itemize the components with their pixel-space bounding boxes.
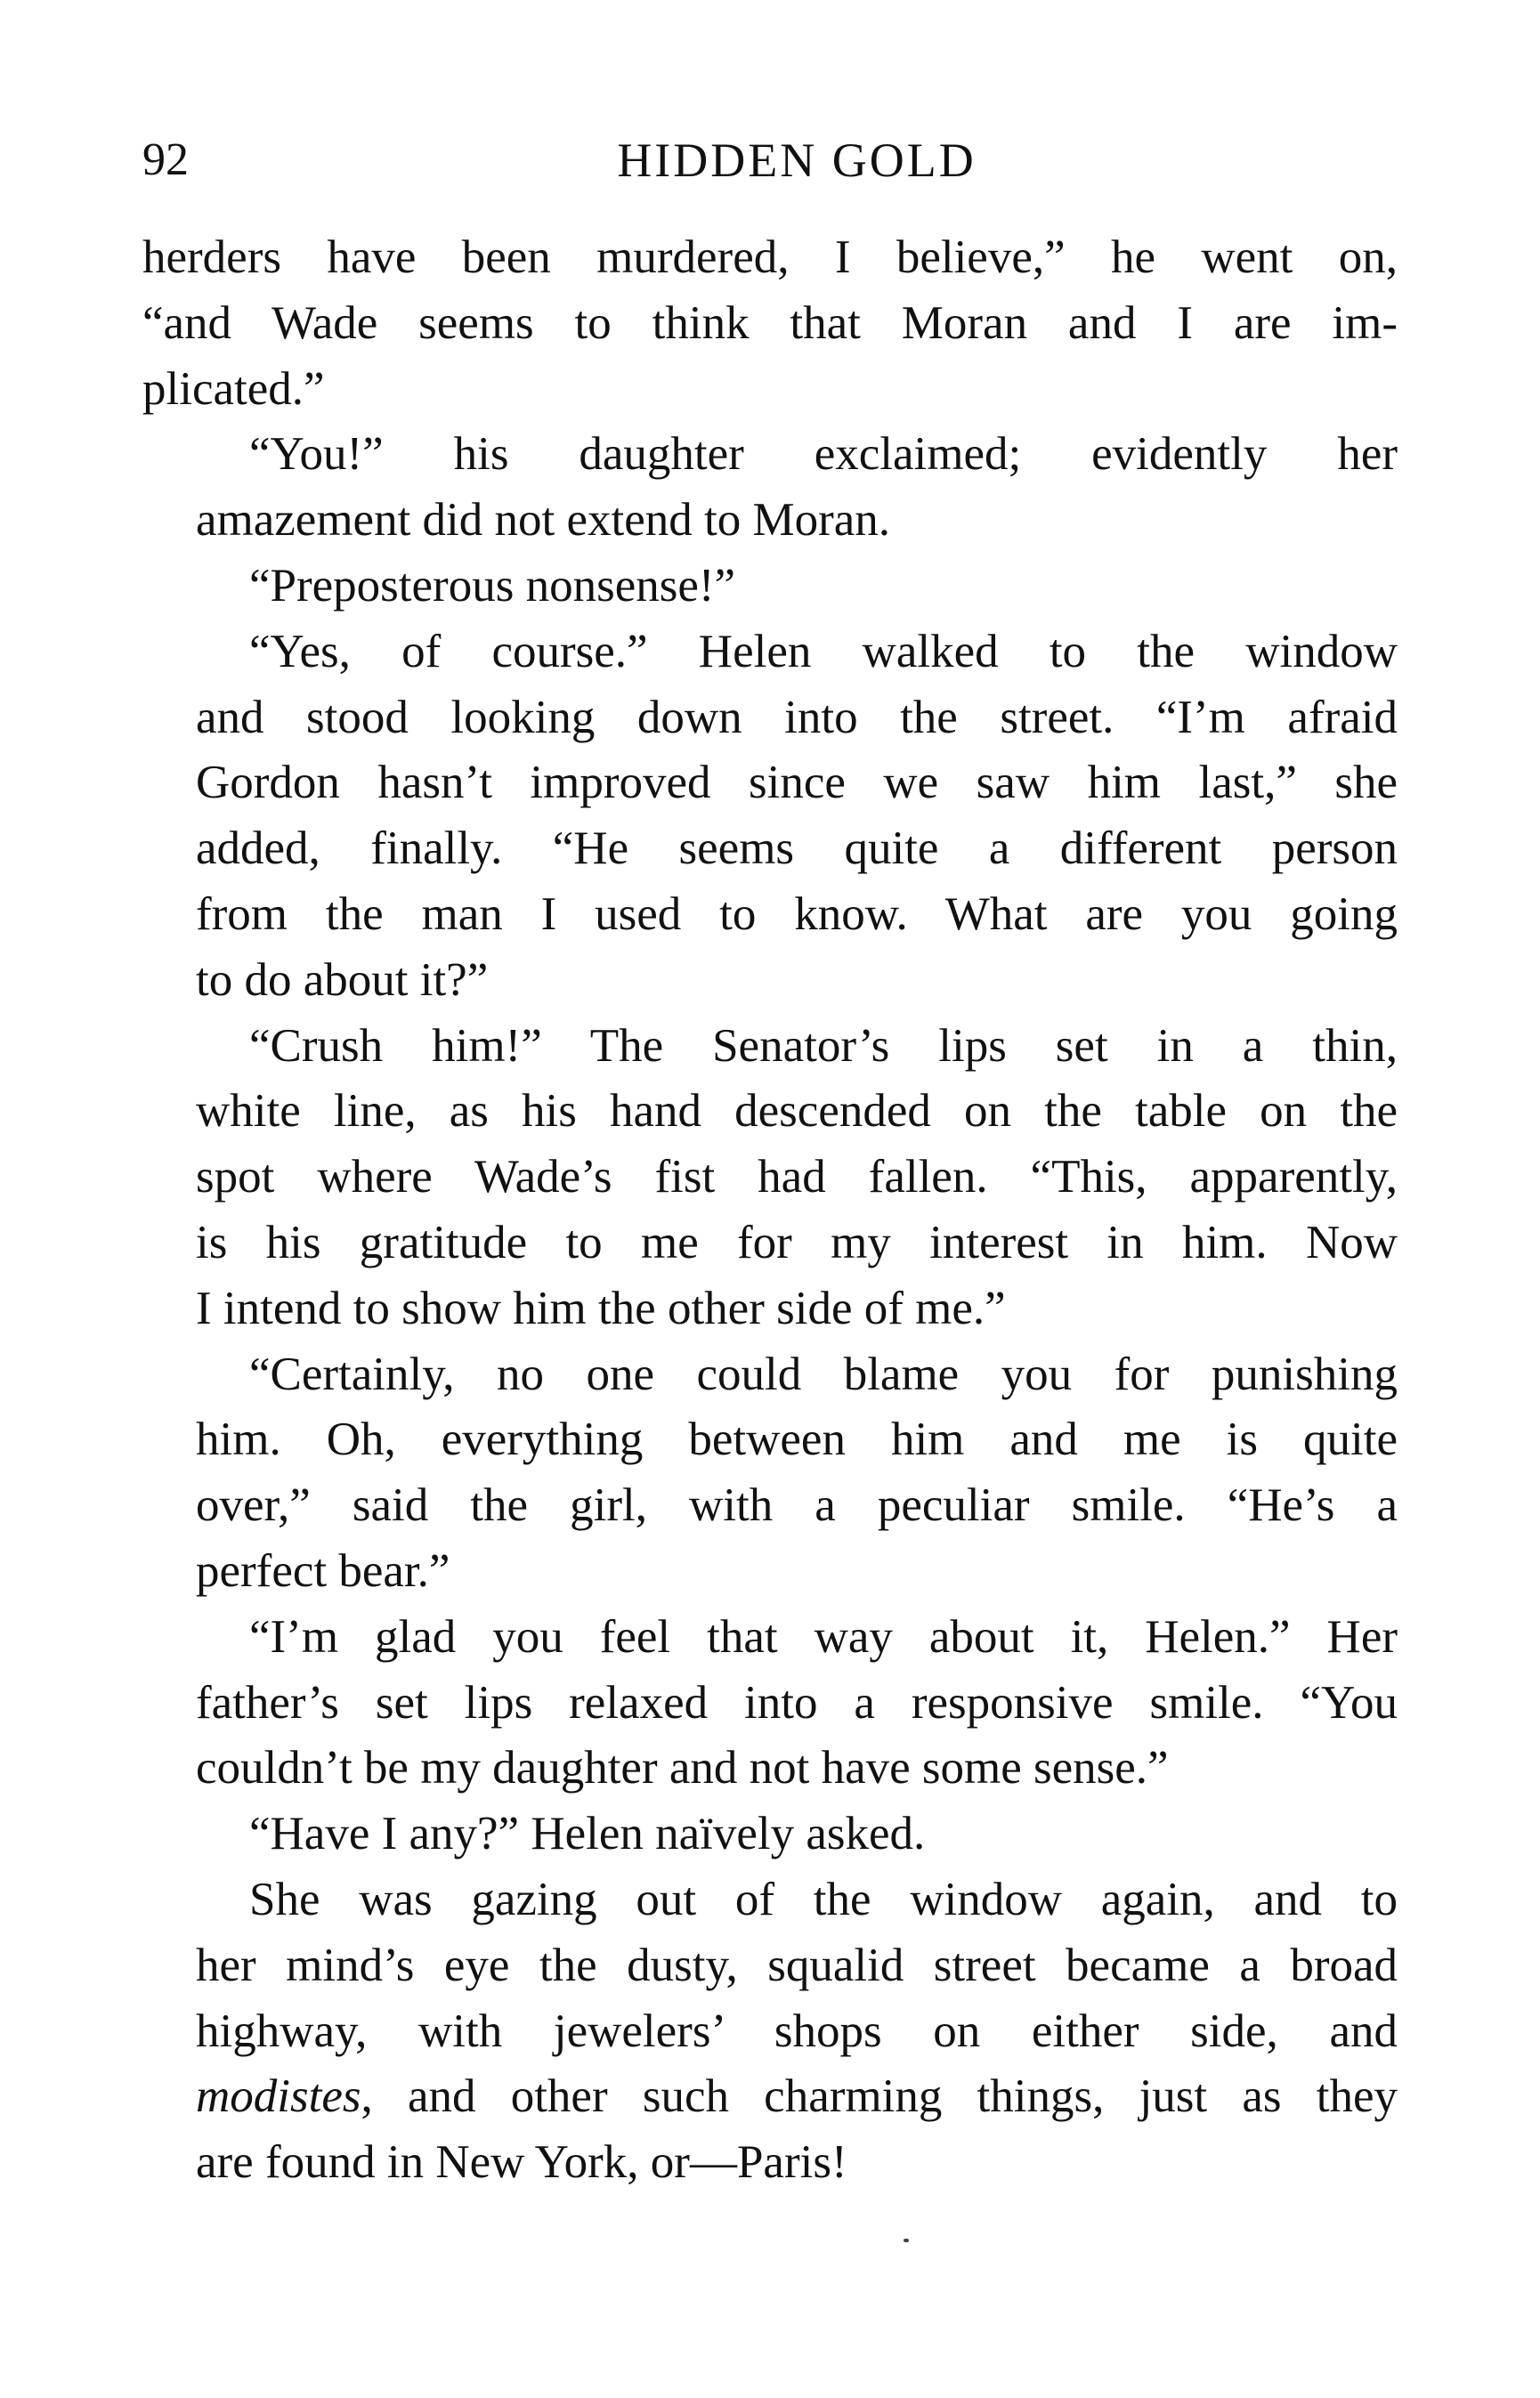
text-line: from the man I used to know. What are you going [196,887,1398,940]
paragraph [142,1605,1398,1802]
running-head [142,125,1398,196]
text-line: She was gazing out of the window again, and to [249,1873,1398,1925]
italic-word: modistes [196,2070,361,2123]
text-line: highway, with jewelers’ shops on either side, and [196,2005,1398,2057]
text-line: “Certainly, no one could blame you for punishing [249,1348,1398,1400]
text-line: “I’m glad you feel that way about it, Helen.” Her [249,1610,1398,1663]
text-line: and stood looking down into the street. “I’m afraid [196,691,1398,743]
text-line: “Yes, of course.” Helen walked to the window [249,625,1398,677]
text-line: is his gratitude to me for my interest in him. Now [196,1216,1398,1268]
text-line: her mind’s eye the dusty, squalid street became a broad [196,1939,1398,1991]
text-line: “Preposterous nonsense!” [249,559,736,612]
paragraph [142,1867,1398,2196]
paragraph [142,422,1398,554]
text-line: plicated.” [142,362,325,415]
text-line: I intend to show him the other side of me.” [196,1282,1006,1334]
paragraph [142,225,1398,422]
body-text [142,225,1398,2196]
text-line: “You!” his daughter exclaimed; evidently her [249,428,1398,481]
text-line: white line, as his hand descended on the table on the [196,1085,1398,1138]
text-line: perfect bear.” [196,1544,450,1597]
text-line: him. Oh, everything between him and me is quite [196,1414,1398,1466]
text-line: added, finally. “He seems quite a different person [196,822,1398,875]
page-number: 92 [142,134,189,185]
text-line: herders have been murdered, I believe,” he went on, [142,231,1398,283]
text-line: modistes, and other such charming things, just as they [196,2070,1398,2123]
text-line: Gordon hasn’t improved since we saw him last,” she [196,757,1398,809]
print-speck [904,2239,909,2242]
text-line: to do about it?” [196,953,489,1006]
text-line: are found in New York, or—Paris! [196,2136,847,2189]
text-line: “Crush him!” The Senator’s lips set in a thin, [249,1019,1398,1072]
paragraph [142,620,1398,1014]
paragraph [142,1802,1398,1867]
paragraph [142,1342,1398,1605]
text-line: spot where Wade’s fist had fallen. “This, apparently, [196,1151,1398,1203]
text-line: over,” said the girl, with a peculiar smile. “He’s a [196,1479,1398,1532]
paragraph [142,554,1398,620]
text-line: father’s set lips relaxed into a responsive smile. “You [196,1676,1398,1729]
text-line: “Have I any?” Helen naïvely asked. [249,1808,926,1860]
text-line: amazement did not extend to Moran. [196,494,891,547]
running-title: HIDDEN GOLD [617,134,977,187]
text-line: couldn’t be my daughter and not have some sense.” [196,1742,1169,1794]
paragraph [142,1014,1398,1342]
text-line: “and Wade seems to think that Moran and I are im- [142,296,1398,349]
